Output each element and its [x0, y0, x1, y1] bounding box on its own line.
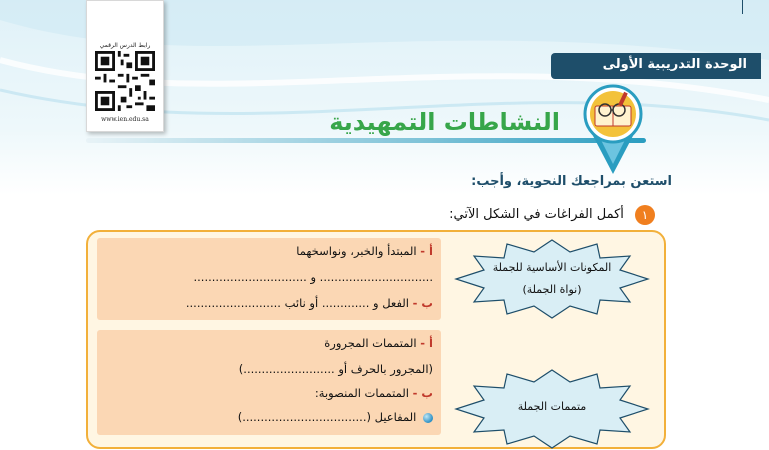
question-number-badge: ١	[635, 205, 655, 225]
core-b-key: ب -	[412, 296, 433, 310]
core-a-text: المبتدأ والخبر، ونواسخهما	[296, 244, 417, 258]
qr-card[interactable]	[86, 0, 164, 132]
complements-star-line1: متممات الجملة	[517, 400, 587, 413]
qr-url[interactable]: www.ien.edu.sa	[101, 116, 149, 123]
book-glasses-icon	[577, 84, 649, 176]
instruction-text: استعن بمراجعك النحوية، وأجب:	[471, 174, 672, 189]
core-line-b	[186, 296, 433, 310]
core-star-shape	[452, 238, 652, 320]
question-text: أكمل الفراغات في الشكل الآتي:	[449, 207, 624, 222]
core-a-fill[interactable]: ............................... و ...............................	[193, 270, 433, 284]
comp-bullet-text[interactable]: المفاعيل (..................................)	[237, 410, 417, 424]
qr-label: رابط الدرس الرقمي	[99, 42, 151, 49]
core-star-line1: المكونات الأساسية للجملة	[492, 261, 612, 274]
section-title: النشاطات التمهيدية	[329, 108, 560, 136]
comp-b-text: المتممات المنصوبة:	[314, 386, 409, 400]
comp-bullet-line	[238, 410, 433, 424]
core-a-key: أ -	[420, 244, 433, 258]
question-row	[300, 204, 655, 225]
bullet-icon	[423, 413, 433, 423]
comp-line-a	[324, 336, 433, 350]
comp-a-text: المتممات المجرورة	[324, 336, 417, 350]
unit-tab	[551, 53, 761, 79]
core-line-a	[296, 244, 433, 258]
core-b-text[interactable]: الفعل و ............. أو نائب ..........................	[185, 296, 409, 310]
crop-mark	[742, 0, 743, 14]
answer-box-core	[97, 238, 441, 320]
unit-title: الوحدة التدريبية الأولى	[602, 57, 747, 72]
comp-a-key: أ -	[420, 336, 433, 350]
core-star-line2: (نواة الجملة)	[522, 283, 582, 296]
comp-a-fill[interactable]: (المجرور بالحرف أو .........................)	[238, 362, 433, 376]
qr-code-icon	[95, 51, 155, 111]
comp-line-b	[315, 386, 433, 400]
title-underline	[86, 138, 646, 143]
answer-box-complements	[97, 330, 441, 435]
comp-b-key: ب -	[412, 386, 433, 400]
